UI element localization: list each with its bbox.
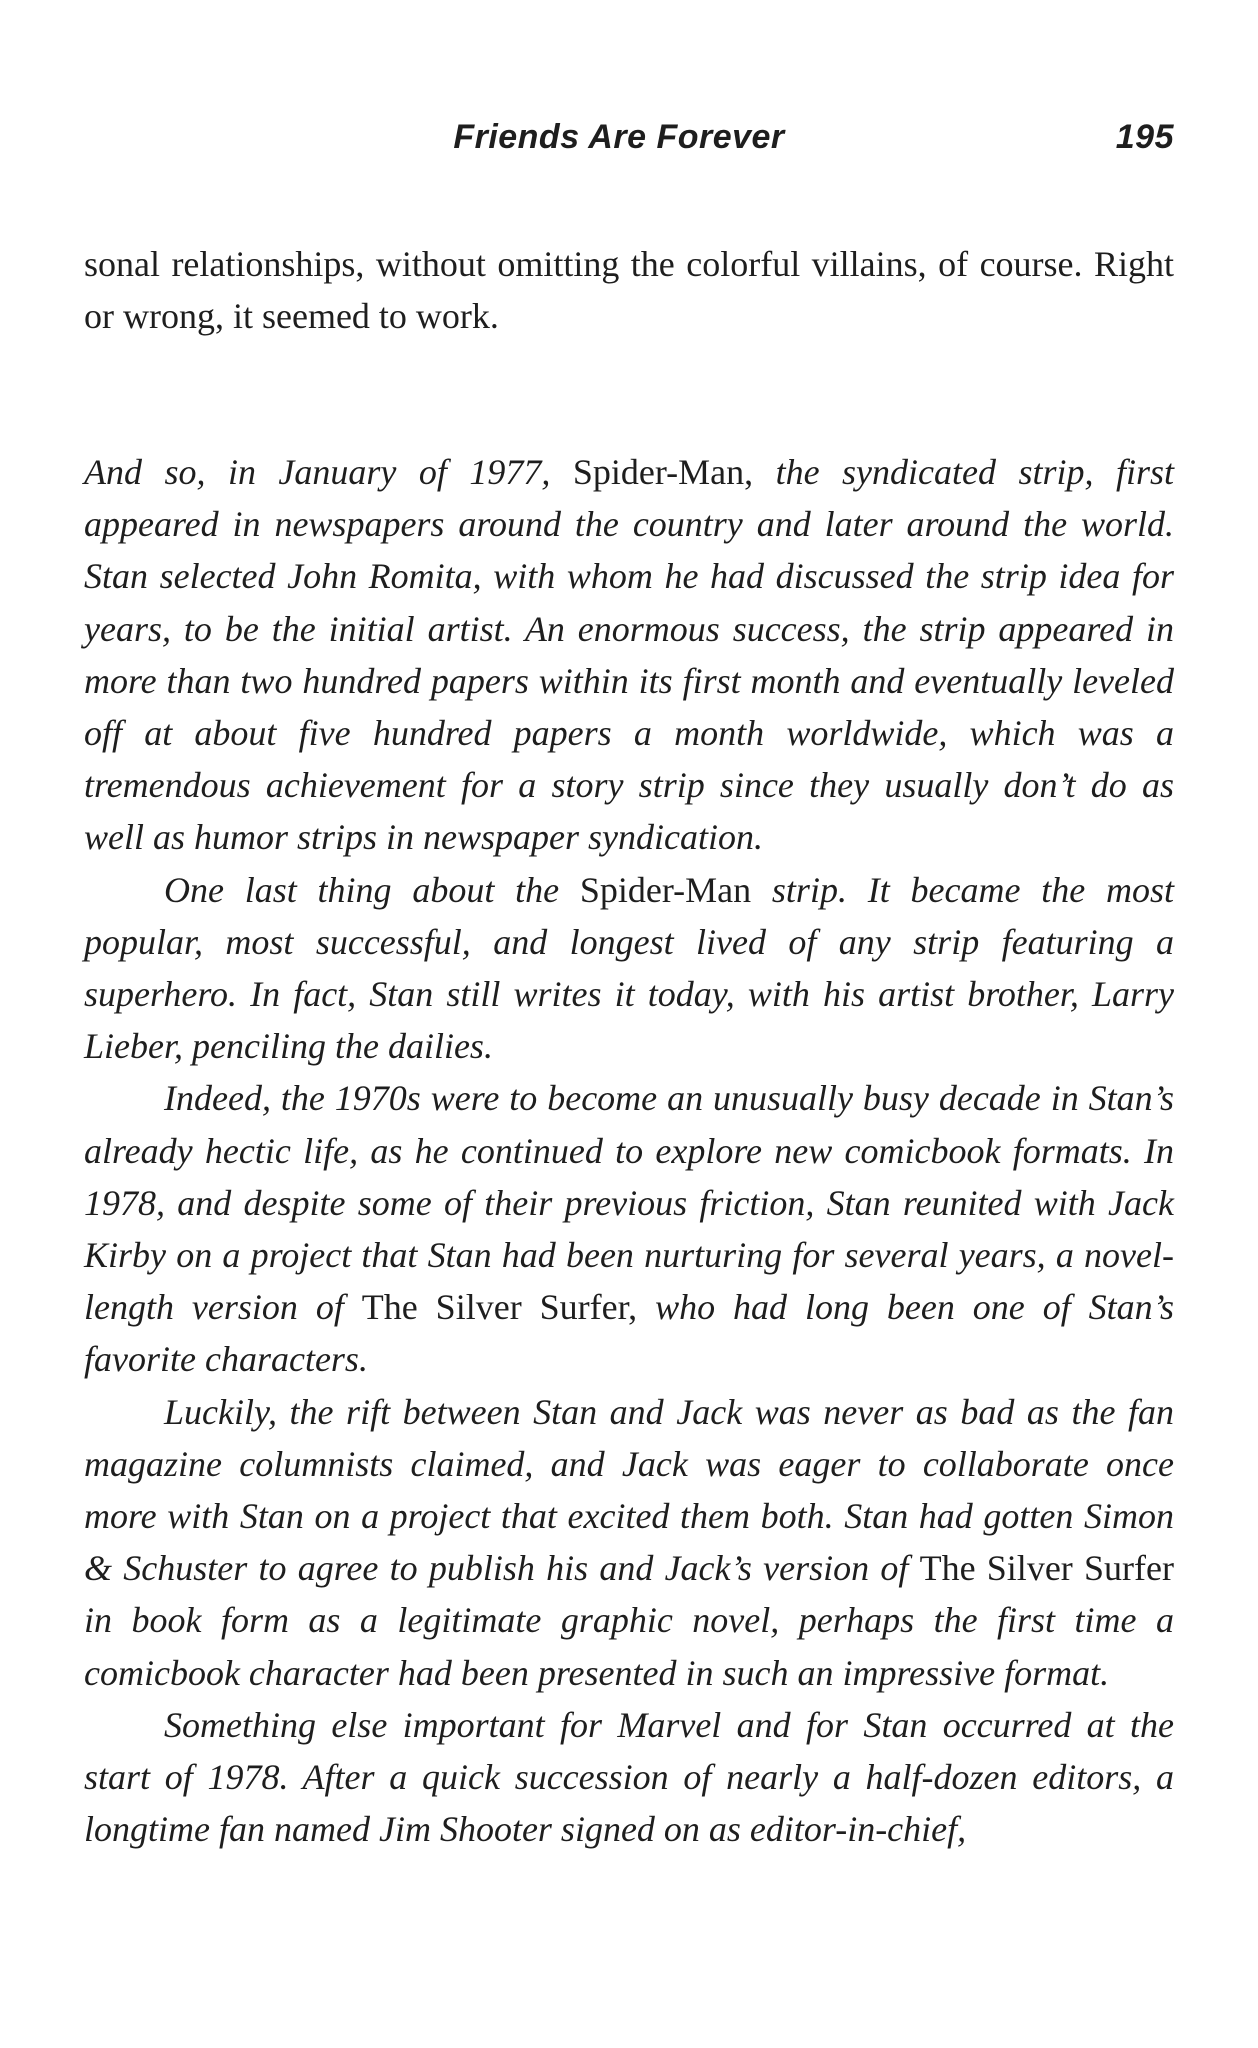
- page-number: 195: [1115, 118, 1174, 156]
- title-run: The Silver Surfer: [919, 1548, 1174, 1589]
- chapter-title: Friends Are Forever: [453, 118, 785, 156]
- paragraph-longest-lived: [84, 864, 1174, 1073]
- text-run: And so, in January of 1977,: [84, 452, 573, 492]
- paragraph-rift: [84, 1386, 1174, 1699]
- title-run: Spider-Man,: [572, 452, 754, 492]
- text-run: Luckily, the rift between Stan and Jack was never as bad as the fan magazine columnists claimed, and Jack was eager to collaborate once more with Stan on a project that excited them both. Stan had gotten Simon & Schuster to agree to publish his and Jack’s version of: [84, 1391, 1174, 1589]
- text-run: Something else important for Marvel and for Stan occurred at the start of 1978. After a quick succession of nearly a half-dozen editors, a longtime fan named Jim Shooter signed on as editor-in-chief,: [84, 1704, 1174, 1850]
- paragraph-text: sonal relationships, without omitting the colorful villains, of course. Right or wrong, it seemed to work.: [84, 244, 1174, 337]
- paragraph-spider-man-strip: [84, 446, 1174, 864]
- title-run: Spider-Man: [579, 869, 752, 910]
- title-run: The Silver Surfer,: [361, 1287, 638, 1328]
- text-run: Indeed, the 1970s were to become an unusually busy decade in Stan’s already hectic life, as he continued to explore new comicbook formats. In 1978, and despite some of their previous friction, Stan reunited with Jack Kirby on a project that Stan had been nurturing for several years, a novel-length version of: [84, 1078, 1174, 1328]
- text-run: who had long been one of Stan’s favorite characters.: [84, 1287, 1175, 1380]
- italic-text-block: [84, 446, 1174, 1855]
- paragraph-jim-shooter: [84, 1699, 1174, 1856]
- running-head: [84, 118, 1174, 168]
- text-run: the syndicated strip, first appeared in newspapers around the country and later around the world. Stan selected John Romita, with whom he had discussed the strip idea for years, to be the initial artist. An enormous success, the strip appeared in more than two hundred papers within its first month and eventually leveled off at about five hundred papers a month worldwide, which was a tremendous achievement for a story strip since they usually don’t do as well as humor strips in newspaper syndication.: [84, 452, 1174, 858]
- text-run: strip. It became the most popular, most successful, and longest lived of any strip featuring a superhero. In fact, Stan still writes it today, with his artist brother, Larry Lieber, penciling the dailies.: [84, 869, 1174, 1067]
- continued-paragraph: [84, 238, 1174, 342]
- paragraph-busy-decade: [84, 1072, 1174, 1385]
- text-run: One last thing about the: [164, 869, 580, 910]
- text-run: in book form as a legitimate graphic novel, perhaps the first time a comicbook character had been presented in such an impressive format.: [84, 1600, 1174, 1693]
